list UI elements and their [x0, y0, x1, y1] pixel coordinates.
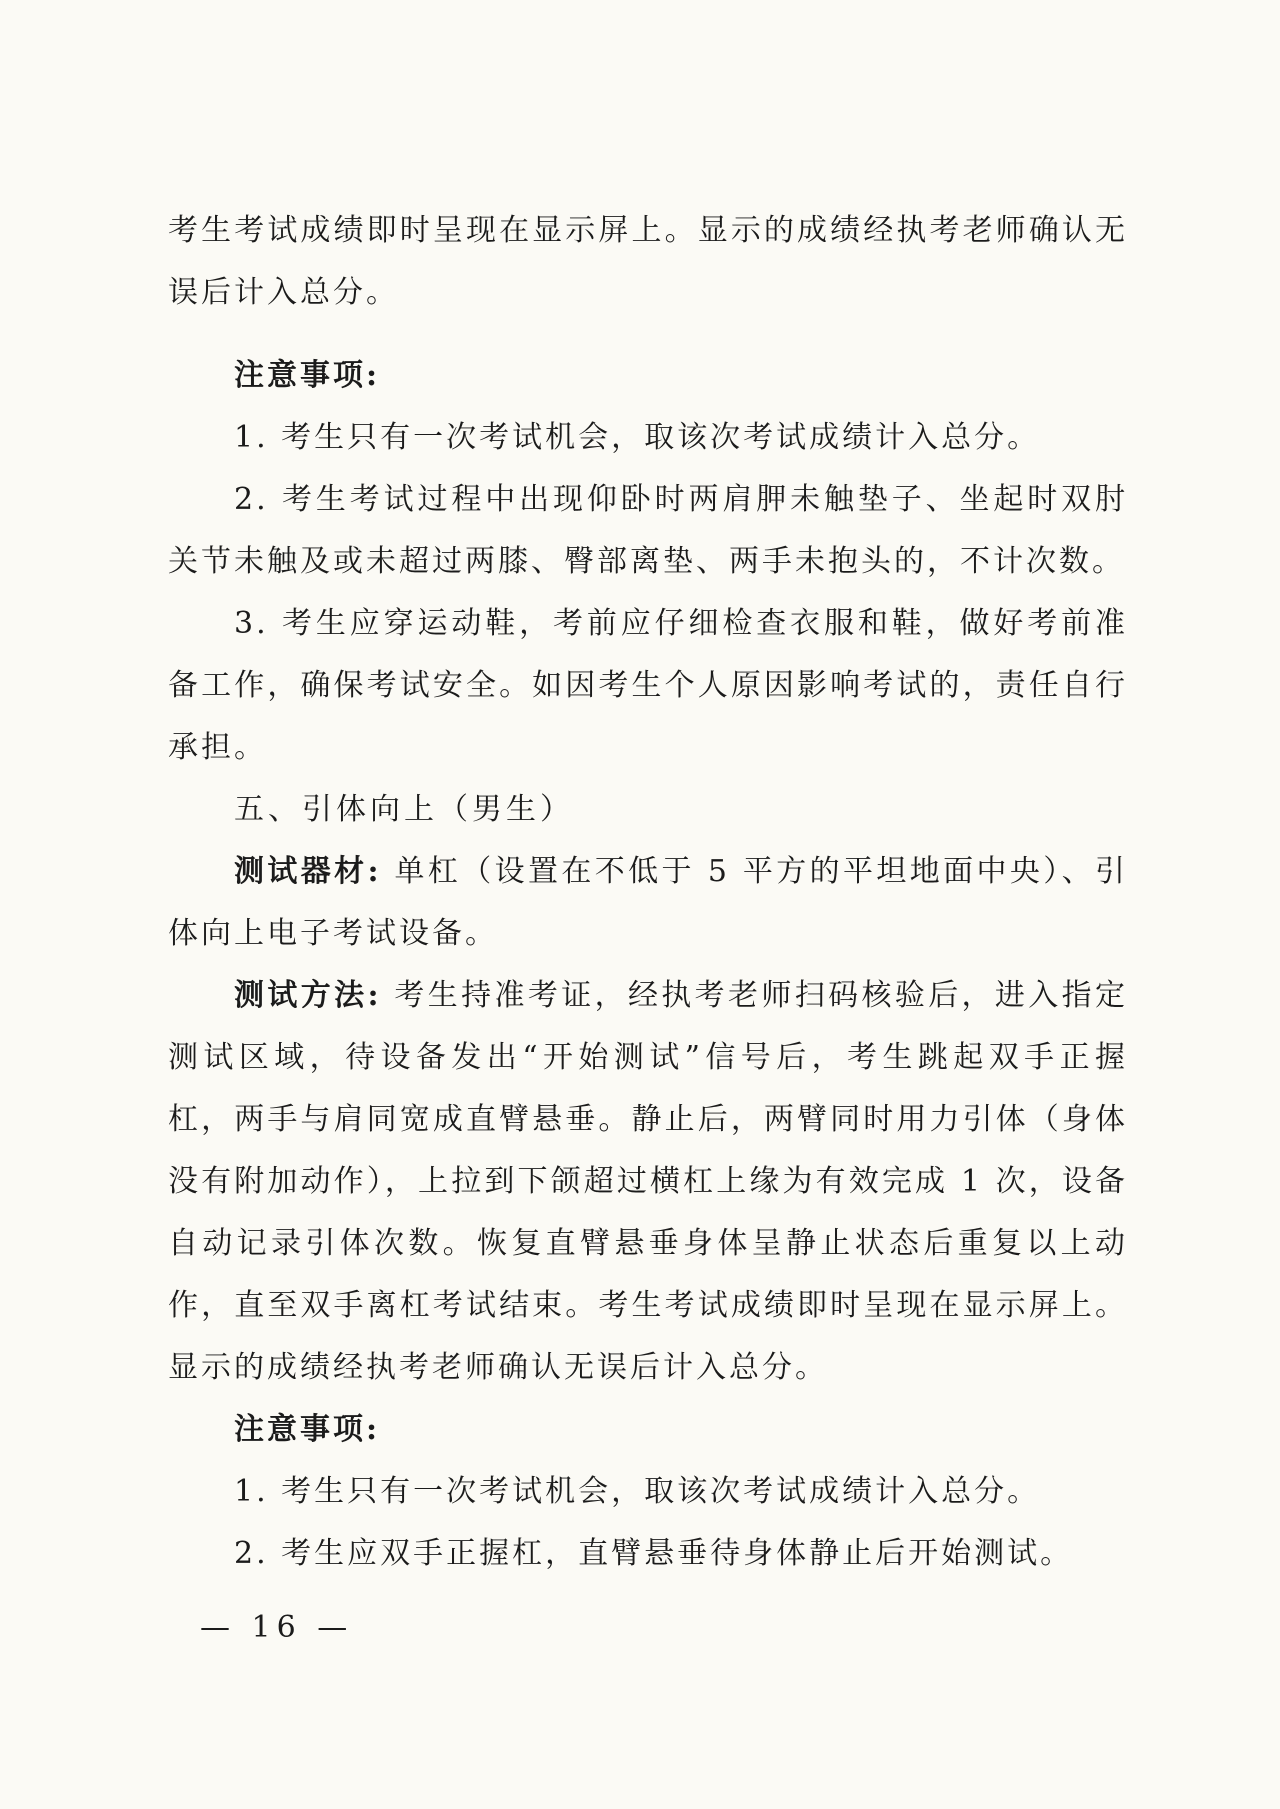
note-item-1-1: 1. 考生只有一次考试机会，取该次考试成绩计入总分。 [234, 420, 1041, 455]
note-item-1-2: 2. 考生考试过程中出现仰卧时两肩胛未触垫子、坐起时双肘关节未触及或未超过两膝、臀部离垫、两手未抱头的，不计次数。 [168, 482, 1128, 579]
paragraph-equipment [168, 841, 1128, 965]
equipment-label: 测试器材: [234, 854, 382, 889]
equipment-text: 单杠（设置在不低于 5 平方的平坦地面中央）、引体向上电子考试设备。 [168, 854, 1128, 951]
notes-heading-1: 注意事项: [234, 358, 381, 393]
paragraph-method [168, 965, 1128, 1399]
method-text: 考生持准考证，经执考老师扫码核验后，进入指定测试区域，待设备发出“开始测试”信号后，考生跳起双手正握杠，两手与肩同宽成直臂悬垂。静止后，两臂同时用力引体（身体没有附加动作），上拉到下颌超过横杠上缘为有效完成 1 次，设备自动记录引体次数。恢复直臂悬垂身体呈静止状态后重复以上动作，直至双手离杠考试结束。考生考试成绩即时呈现在显示屏上。显示的成绩经执考老师确认无误后计入总分。 [168, 978, 1128, 1385]
paragraph-result-display: 考生考试成绩即时呈现在显示屏上。显示的成绩经执考老师确认无误后计入总分。 [168, 213, 1128, 310]
notes-heading-2: 注意事项: [234, 1412, 381, 1447]
method-label: 测试方法: [234, 978, 382, 1013]
note-item-2-2: 2. 考生应双手正握杠，直臂悬垂待身体静止后开始测试。 [234, 1536, 1074, 1571]
note-item-1-3: 3. 考生应穿运动鞋，考前应仔细检查衣服和鞋，做好考前准备工作，确保考试安全。如因考生个人原因影响考试的，责任自行承担。 [168, 606, 1128, 765]
page-number: — 16 — [200, 1610, 354, 1645]
section-heading-pullup: 五、引体向上（男生） [234, 792, 574, 827]
note-item-2-1: 1. 考生只有一次考试机会，取该次考试成绩计入总分。 [234, 1474, 1041, 1509]
